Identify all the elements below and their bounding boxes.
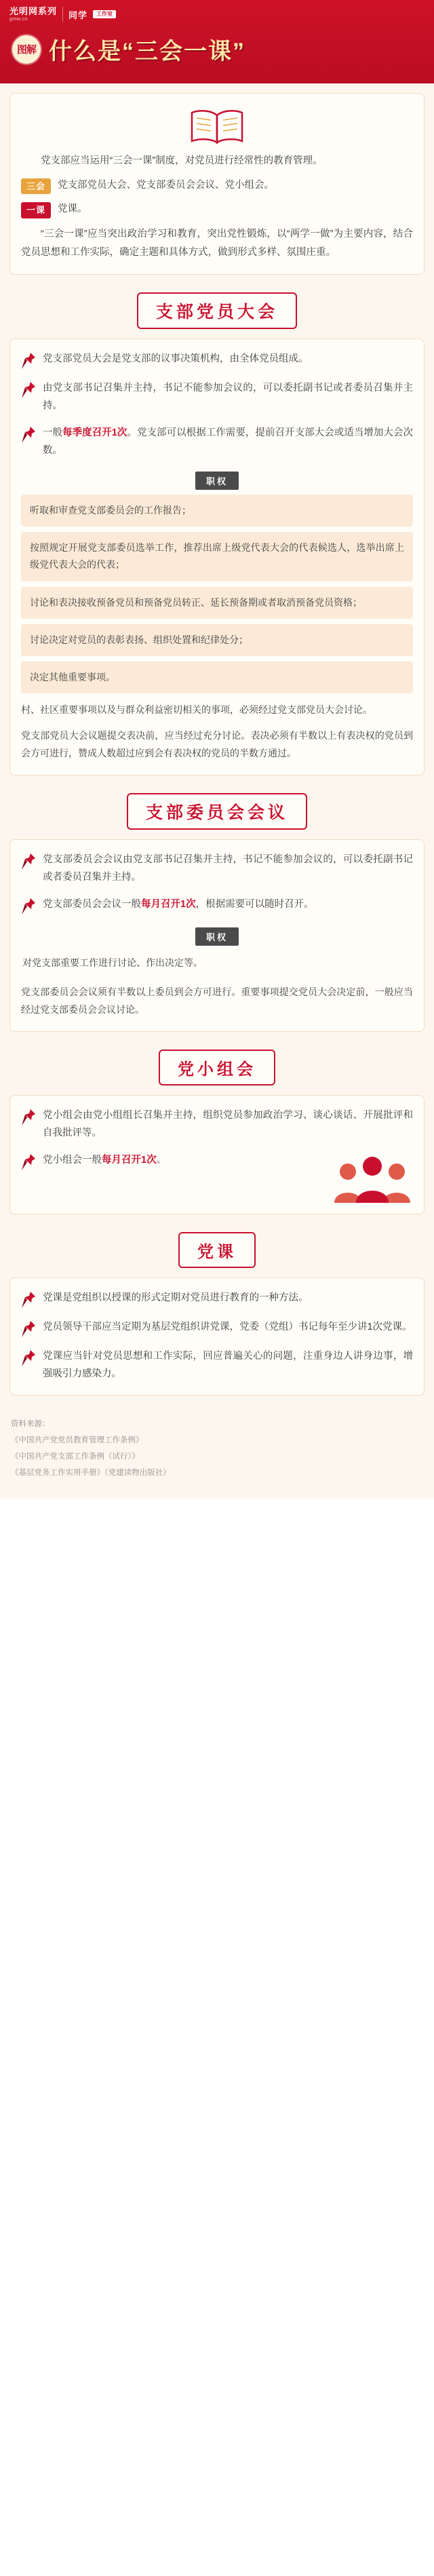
pushpin-icon (21, 898, 36, 915)
intro-card (9, 93, 425, 275)
bullet-4-2 (21, 1318, 413, 1338)
source-line: 《基层党务工作实用手册》（党建读物出版社） (11, 1468, 171, 1477)
bullet-4-1-text: 党课是党组织以授课的形式定期对党员进行教育的一种方法。 (43, 1292, 309, 1303)
bullet-2-2-text (43, 896, 314, 913)
label-row-sanhui (21, 177, 413, 195)
bullet-2-2-bold: 每月召开1次 (141, 898, 196, 910)
bullet-3-2-bold: 每月召开1次 (102, 1155, 157, 1166)
bullet-4-1 (21, 1289, 413, 1309)
logo-brand-cn: 光明网系列 (9, 6, 58, 16)
book-icon-wrap (21, 104, 413, 152)
intro-text: 党支部应当运用“三会一课”制度，对党员进行经常性的教育管理。 (41, 155, 323, 166)
tag-yike: 一课 (21, 202, 51, 218)
section-1-note-1: 村、社区重要事项以及与群众利益密切相关的事项，必须经过党支部党员大会讨论。 (21, 704, 372, 716)
tag-sanhui: 三会 (21, 178, 51, 195)
bullet-3-2 (21, 1151, 264, 1171)
section-card-1 (9, 339, 425, 775)
section-2-note-1: 党支部委员会会议须有半数以上委员到会方可进行。重要事项提交党员大会决定前，一般应当经过党支部委员会会议讨论。 (21, 986, 413, 1016)
bullet-1-3-pre: 一般 (43, 427, 63, 438)
power-block: 决定其他重要事项。 (21, 661, 413, 693)
bullet-3-2-text (43, 1151, 166, 1169)
logo-studio-tag: 工作室 (93, 10, 116, 19)
power-block: 对党支部重要工作进行讨论、作出决定等。 (22, 957, 203, 968)
pushpin-icon (21, 1320, 36, 1338)
power-heading-1 (21, 472, 413, 490)
bullet-4-3-text: 党课应当针对党员思想和工作实际，回应普遍关心的问题，注重身边人讲身边事，增强吸引力感染力。 (43, 1350, 413, 1380)
open-book-icon (188, 107, 246, 145)
bullet-1-1 (21, 350, 413, 370)
section-heading-3 (0, 1050, 434, 1085)
section-heading-4 (0, 1232, 434, 1268)
source-label: 资料来源： (11, 1420, 50, 1429)
section-heading-2-text: 支部委员会会议 (145, 803, 288, 822)
tag-yike-text: 党课。 (58, 204, 87, 215)
section-heading-1-box (137, 292, 297, 329)
logo-sub-label: 同学 (68, 9, 88, 20)
title-row (0, 22, 434, 66)
section-heading-2 (0, 793, 434, 830)
bullet-1-2-text: 由党支部书记召集并主持，书记不能参加会议的，可以委托副书记或者委员召集并主持。 (43, 382, 413, 411)
page-header (0, 0, 434, 83)
page-title: 什么是“三会一课” (49, 39, 245, 64)
tag-sanhui-text: 党支部党员大会、党支部委员会会议、党小组会。 (58, 179, 275, 191)
source-block (9, 1413, 425, 1498)
three-people-icon (332, 1154, 413, 1204)
power-blocks-1 (21, 495, 413, 693)
power-block: 讨论决定对党员的表彰表扬、组织处置和纪律处分； (21, 624, 413, 656)
logo-divider (62, 7, 63, 22)
section-1-note-2: 党支部党员大会议题提交表决前，应当经过充分讨论。表决必须有半数以上有表决权的党员到会方可进行，赞成人数超过应到会有表决权的党员的半数方通过。 (21, 730, 413, 758)
pushpin-icon (21, 1349, 36, 1367)
section-card-4 (9, 1277, 425, 1396)
bullet-2-1-text: 党支部委员会会议由党支部书记召集并主持，书记不能参加会议的，可以委托副书记或者委员召集并主持。 (43, 853, 413, 883)
logo-brand (9, 7, 57, 22)
bullet-3-1 (21, 1107, 413, 1142)
bullet-1-1-text: 党支部党员大会是党支部的议事决策机构，由全体党员组成。 (43, 353, 309, 364)
power-blocks-2 (21, 950, 413, 976)
label-row-yike (21, 201, 413, 218)
bullet-3-2-post: 。 (156, 1155, 167, 1166)
bullet-1-3-post: 。党支部可以根据工作需要，提前召开支部大会或适当增加大会次数。 (43, 427, 413, 456)
pushpin-icon (21, 1109, 36, 1126)
bullet-4-3 (21, 1347, 413, 1383)
bullet-2-2 (21, 896, 413, 915)
pushpin-icon (21, 1291, 36, 1309)
bullet-4-2-text: 党员领导干部应当定期为基层党组织讲党课，党委（党组）书记每年至少讲1次党课。 (43, 1321, 412, 1332)
bullet-1-2 (21, 379, 413, 415)
power-block: 按照规定开展党支部委员选举工作，推荐出席上级党代表大会的代表候选人，选举出席上级党代表大会的代表； (21, 532, 413, 581)
section-heading-1 (0, 292, 434, 329)
source-line: 《中国共产党党员教育管理工作条例》 (11, 1436, 144, 1444)
section-heading-1-text: 支部党员大会 (155, 302, 278, 322)
power-heading-2 (21, 927, 413, 946)
power-block: 听取和审查党支部委员会的工作报告； (21, 495, 413, 526)
power-heading-2-text: 职权 (195, 927, 239, 946)
source-line: 《中国共产党支部工作条例（试行）》 (11, 1452, 140, 1461)
bullet-2-1 (21, 851, 413, 886)
pushpin-icon (21, 853, 36, 870)
section-card-2 (9, 839, 425, 1032)
bullet-1-3-text (43, 424, 413, 459)
power-block: 讨论和表决接收预备党员和预备党员转正、延长预备期或者取消预备党员资格； (21, 587, 413, 619)
pushpin-icon (21, 1153, 36, 1171)
section-heading-2-box (127, 793, 307, 830)
bullet-2-2-post: ，根据需要可以随时召开。 (195, 898, 314, 910)
bullet-1-3-bold: 每季度召开1次 (62, 427, 127, 438)
pushpin-icon (21, 381, 36, 399)
section-heading-4-text: 党课 (197, 1242, 237, 1261)
bullet-1-3 (21, 424, 413, 459)
intro-summary: “三会一课”应当突出政治学习和教育，突出党性锻炼，以“两学一做”为主要内容，结合党员思想和工作实际，确定主题和具体方式，做到形式多样、氛围庄重。 (21, 229, 413, 258)
bullet-3-2-pre: 党小组会一般 (43, 1155, 102, 1166)
logo-brand-url: gmw.cn (9, 17, 28, 22)
bullet-3-1-text: 党小组会由党小组组长召集并主持，组织党员参加政治学习、谈心谈话、开展批评和自我批评等。 (43, 1109, 413, 1139)
section-heading-4-box (178, 1232, 256, 1268)
pushpin-icon (21, 352, 36, 370)
pushpin-icon (21, 426, 36, 444)
power-heading-1-text: 职权 (195, 472, 239, 490)
tujie-badge: 图解 (12, 35, 41, 64)
section-heading-3-box (159, 1050, 275, 1085)
site-logo[interactable] (0, 0, 434, 22)
section-card-3 (9, 1095, 425, 1214)
section-heading-3-text: 党小组会 (178, 1060, 256, 1079)
bullet-2-2-pre: 党支部委员会会议一般 (43, 898, 141, 910)
